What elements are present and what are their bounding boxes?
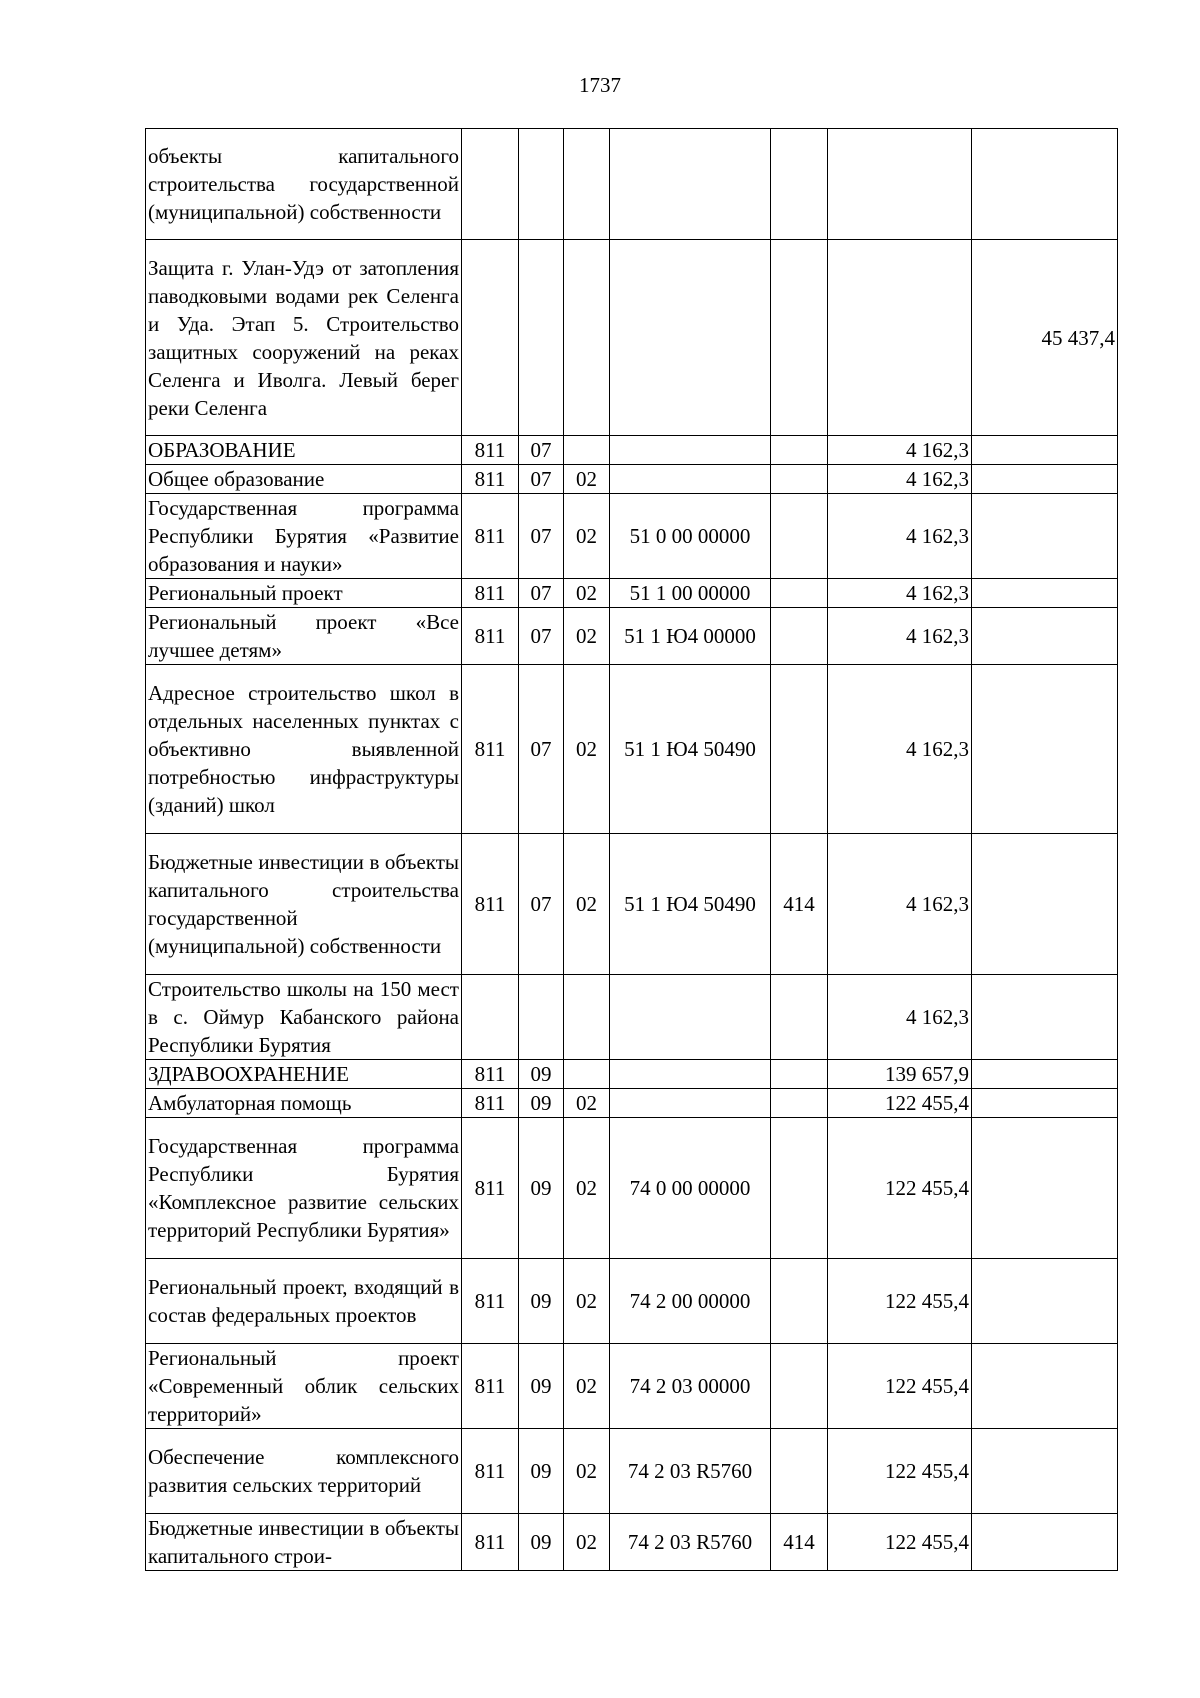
cell-target-article <box>610 240 771 436</box>
cell-expense-type <box>771 1429 828 1514</box>
cell-target-article <box>610 1089 771 1118</box>
cell-sum-extra <box>972 579 1118 608</box>
cell-name: ЗДРАВООХРАНЕНИЕ <box>146 1060 462 1089</box>
cell-expense-type <box>771 240 828 436</box>
cell-sum-extra <box>972 436 1118 465</box>
cell-expense-type <box>771 1060 828 1089</box>
table-row <box>146 975 1118 1060</box>
cell-section: 09 <box>519 1089 564 1118</box>
cell-expense-type <box>771 1344 828 1429</box>
cell-section <box>519 240 564 436</box>
cell-section: 07 <box>519 494 564 579</box>
cell-grbs: 811 <box>462 465 519 494</box>
cell-subsection: 02 <box>564 465 610 494</box>
cell-target-article: 74 2 03 R5760 <box>610 1429 771 1514</box>
cell-subsection: 02 <box>564 494 610 579</box>
cell-expense-type <box>771 436 828 465</box>
cell-grbs: 811 <box>462 436 519 465</box>
cell-name: Защита г. Улан-Удэ от затопления паводковыми водами рек Селенга и Уда. Этап 5. Строительство защитных сооружений на реках Селенга и Иволга. Левый берег реки Селенга <box>146 240 462 436</box>
cell-sum: 4 162,3 <box>828 436 972 465</box>
cell-expense-type <box>771 465 828 494</box>
cell-section: 07 <box>519 608 564 665</box>
cell-target-article <box>610 1060 771 1089</box>
cell-grbs: 811 <box>462 1060 519 1089</box>
cell-sum: 122 455,4 <box>828 1118 972 1259</box>
cell-sum-extra: 45 437,4 <box>972 240 1118 436</box>
cell-name: Государственная программа Республики Бурятия «Развитие образования и науки» <box>146 494 462 579</box>
cell-sum-extra <box>972 665 1118 834</box>
cell-section <box>519 129 564 240</box>
cell-target-article <box>610 436 771 465</box>
table-row <box>146 834 1118 975</box>
cell-name: объекты капитального строительства государственной (муниципальной) собственности <box>146 129 462 240</box>
cell-subsection <box>564 436 610 465</box>
cell-grbs: 811 <box>462 665 519 834</box>
cell-name: Общее образование <box>146 465 462 494</box>
cell-grbs: 811 <box>462 1118 519 1259</box>
cell-target-article: 51 1 Ю4 50490 <box>610 834 771 975</box>
cell-section: 07 <box>519 665 564 834</box>
cell-subsection: 02 <box>564 1514 610 1571</box>
cell-sum: 122 455,4 <box>828 1259 972 1344</box>
table-row <box>146 1118 1118 1259</box>
cell-sum: 122 455,4 <box>828 1344 972 1429</box>
cell-section: 07 <box>519 834 564 975</box>
cell-sum <box>828 240 972 436</box>
cell-section: 09 <box>519 1118 564 1259</box>
cell-grbs <box>462 240 519 436</box>
cell-section: 09 <box>519 1060 564 1089</box>
cell-grbs: 811 <box>462 608 519 665</box>
cell-name: Региональный проект <box>146 579 462 608</box>
table-row <box>146 1429 1118 1514</box>
cell-sum-extra <box>972 1118 1118 1259</box>
cell-expense-type <box>771 579 828 608</box>
cell-expense-type <box>771 129 828 240</box>
cell-sum: 4 162,3 <box>828 665 972 834</box>
cell-name: Региональный проект «Современный облик сельских территорий» <box>146 1344 462 1429</box>
cell-section <box>519 975 564 1060</box>
cell-sum-extra <box>972 129 1118 240</box>
table-row <box>146 129 1118 240</box>
cell-sum: 4 162,3 <box>828 608 972 665</box>
cell-grbs: 811 <box>462 1089 519 1118</box>
cell-expense-type <box>771 1089 828 1118</box>
cell-sum-extra <box>972 608 1118 665</box>
cell-expense-type <box>771 665 828 834</box>
cell-section: 09 <box>519 1429 564 1514</box>
cell-section: 07 <box>519 465 564 494</box>
cell-target-article <box>610 975 771 1060</box>
table-row <box>146 1259 1118 1344</box>
table-body <box>146 129 1118 1571</box>
cell-subsection: 02 <box>564 1344 610 1429</box>
cell-name: Строительство школы на 150 мест в с. Оймур Кабанского района Республики Бурятия <box>146 975 462 1060</box>
table-row <box>146 436 1118 465</box>
table-row <box>146 608 1118 665</box>
cell-expense-type <box>771 975 828 1060</box>
cell-section: 07 <box>519 579 564 608</box>
cell-sum: 4 162,3 <box>828 834 972 975</box>
table-row <box>146 1089 1118 1118</box>
cell-grbs <box>462 129 519 240</box>
cell-target-article: 51 1 Ю4 00000 <box>610 608 771 665</box>
page-number: 1737 <box>579 73 621 97</box>
cell-subsection: 02 <box>564 1118 610 1259</box>
cell-name: Обеспечение комплексного развития сельских территорий <box>146 1429 462 1514</box>
cell-sum: 122 455,4 <box>828 1089 972 1118</box>
cell-target-article <box>610 129 771 240</box>
cell-target-article: 51 0 00 00000 <box>610 494 771 579</box>
cell-sum-extra <box>972 834 1118 975</box>
cell-sum-extra <box>972 975 1118 1060</box>
cell-sum-extra <box>972 1514 1118 1571</box>
cell-grbs: 811 <box>462 834 519 975</box>
cell-subsection <box>564 975 610 1060</box>
cell-sum-extra <box>972 1060 1118 1089</box>
cell-subsection <box>564 240 610 436</box>
cell-section: 09 <box>519 1344 564 1429</box>
cell-name: Адресное строительство школ в отдельных населенных пунктах с объективно выявленной потребностью инфраструктуры (зданий) школ <box>146 665 462 834</box>
table-row <box>146 665 1118 834</box>
cell-subsection: 02 <box>564 1429 610 1514</box>
table-row <box>146 579 1118 608</box>
cell-expense-type: 414 <box>771 834 828 975</box>
cell-sum: 122 455,4 <box>828 1429 972 1514</box>
cell-sum-extra <box>972 494 1118 579</box>
cell-expense-type <box>771 608 828 665</box>
cell-grbs <box>462 975 519 1060</box>
cell-grbs: 811 <box>462 1259 519 1344</box>
cell-subsection <box>564 129 610 240</box>
cell-subsection: 02 <box>564 834 610 975</box>
cell-sum: 4 162,3 <box>828 494 972 579</box>
cell-name: Региональный проект, входящий в состав федеральных проектов <box>146 1259 462 1344</box>
cell-sum: 122 455,4 <box>828 1514 972 1571</box>
cell-sum-extra <box>972 1429 1118 1514</box>
cell-expense-type <box>771 1118 828 1259</box>
table-row <box>146 1344 1118 1429</box>
cell-expense-type <box>771 1259 828 1344</box>
cell-name: Бюджетные инвестиции в объекты капитального строительства государственной (муниципальной) собственности <box>146 834 462 975</box>
cell-target-article: 51 1 00 00000 <box>610 579 771 608</box>
cell-grbs: 811 <box>462 1429 519 1514</box>
cell-sum: 139 657,9 <box>828 1060 972 1089</box>
cell-subsection: 02 <box>564 579 610 608</box>
cell-sum: 4 162,3 <box>828 975 972 1060</box>
cell-subsection <box>564 1060 610 1089</box>
budget-table <box>145 128 1118 1571</box>
cell-name: ОБРАЗОВАНИЕ <box>146 436 462 465</box>
cell-name: Государственная программа Республики Бурятия «Комплексное развитие сельских территорий Республики Бурятия» <box>146 1118 462 1259</box>
table-row <box>146 494 1118 579</box>
cell-grbs: 811 <box>462 1514 519 1571</box>
cell-target-article: 74 0 00 00000 <box>610 1118 771 1259</box>
table-row <box>146 465 1118 494</box>
cell-target-article: 74 2 00 00000 <box>610 1259 771 1344</box>
cell-target-article <box>610 465 771 494</box>
table-row <box>146 1060 1118 1089</box>
cell-target-article: 74 2 03 R5760 <box>610 1514 771 1571</box>
cell-target-article: 74 2 03 00000 <box>610 1344 771 1429</box>
table-row <box>146 240 1118 436</box>
cell-sum-extra <box>972 1344 1118 1429</box>
cell-grbs: 811 <box>462 579 519 608</box>
table-row <box>146 1514 1118 1571</box>
cell-sum-extra <box>972 1259 1118 1344</box>
cell-name: Бюджетные инвестиции в объекты капитального строи- <box>146 1514 462 1571</box>
cell-section: 07 <box>519 436 564 465</box>
cell-subsection: 02 <box>564 1259 610 1344</box>
cell-subsection: 02 <box>564 608 610 665</box>
cell-grbs: 811 <box>462 494 519 579</box>
cell-sum: 4 162,3 <box>828 579 972 608</box>
cell-sum-extra <box>972 1089 1118 1118</box>
cell-name: Амбулаторная помощь <box>146 1089 462 1118</box>
cell-section: 09 <box>519 1259 564 1344</box>
cell-expense-type <box>771 494 828 579</box>
cell-sum <box>828 129 972 240</box>
cell-sum-extra <box>972 465 1118 494</box>
cell-grbs: 811 <box>462 1344 519 1429</box>
cell-subsection: 02 <box>564 1089 610 1118</box>
cell-target-article: 51 1 Ю4 50490 <box>610 665 771 834</box>
cell-subsection: 02 <box>564 665 610 834</box>
cell-section: 09 <box>519 1514 564 1571</box>
cell-name: Региональный проект «Все лучшее детям» <box>146 608 462 665</box>
cell-sum: 4 162,3 <box>828 465 972 494</box>
cell-expense-type: 414 <box>771 1514 828 1571</box>
